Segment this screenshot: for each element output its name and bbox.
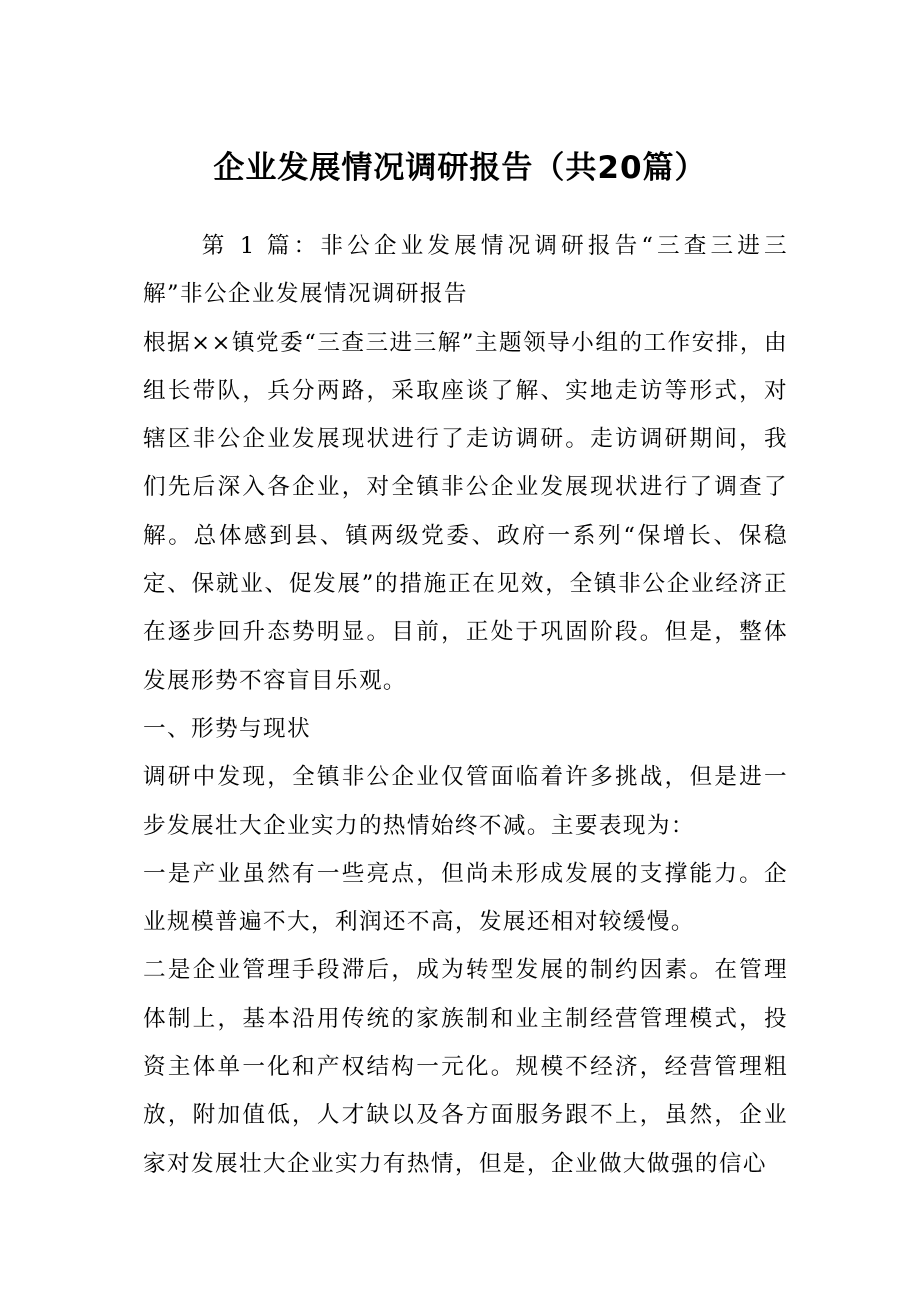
document-body <box>143 222 788 1188</box>
section-heading: 一、形势与现状 <box>143 715 311 742</box>
body-paragraph: 根据××镇党委“三查三进三解”主题领导小组的工作安排，由组长带队，兵分两路，采取座谈了解、实地走访等形式，对辖区非公企业发展现状进行了走访调研。走访调研期间，我们先后深入各企业，对全镇非公企业发展现状进行了调查了解。总体感到县、镇两级党委、政府一系列“保增长、保稳定、保就业、促发展”的措施正在见效，全镇非公企业经济正在逐步回升态势明显。目前，正处于巩固阶段。但是，整体发展形势不容盲目乐观。 <box>143 329 788 694</box>
document-title: 企业发展情况调研报告（共20篇） <box>213 150 707 186</box>
body-paragraph: 二是企业管理手段滞后，成为转型发展的制约因素。在管理体制上，基本沿用传统的家族制和业主制经营管理模式，投资主体单一化和产权结构一元化。规模不经济，经营管理粗放，附加值低，人才缺以及各方面服务跟不上，虽然，企业家对发展壮大企业实力有热情，但是，企业做大做强的信心 <box>143 957 788 1177</box>
article-heading: 第 1 篇：非公企业发展情况调研报告“三查三进三解”非公企业发展情况调研报告 <box>143 233 788 308</box>
body-paragraph: 调研中发现，全镇非公企业仅管面临着许多挑战，但是进一步发展壮大企业实力的热情始终不减。主要表现为： <box>143 764 788 839</box>
body-paragraph: 一是产业虽然有一些亮点，但尚未形成发展的支撑能力。企业规模普遍不大，利润还不高，发展还相对较缓慢。 <box>143 860 788 936</box>
